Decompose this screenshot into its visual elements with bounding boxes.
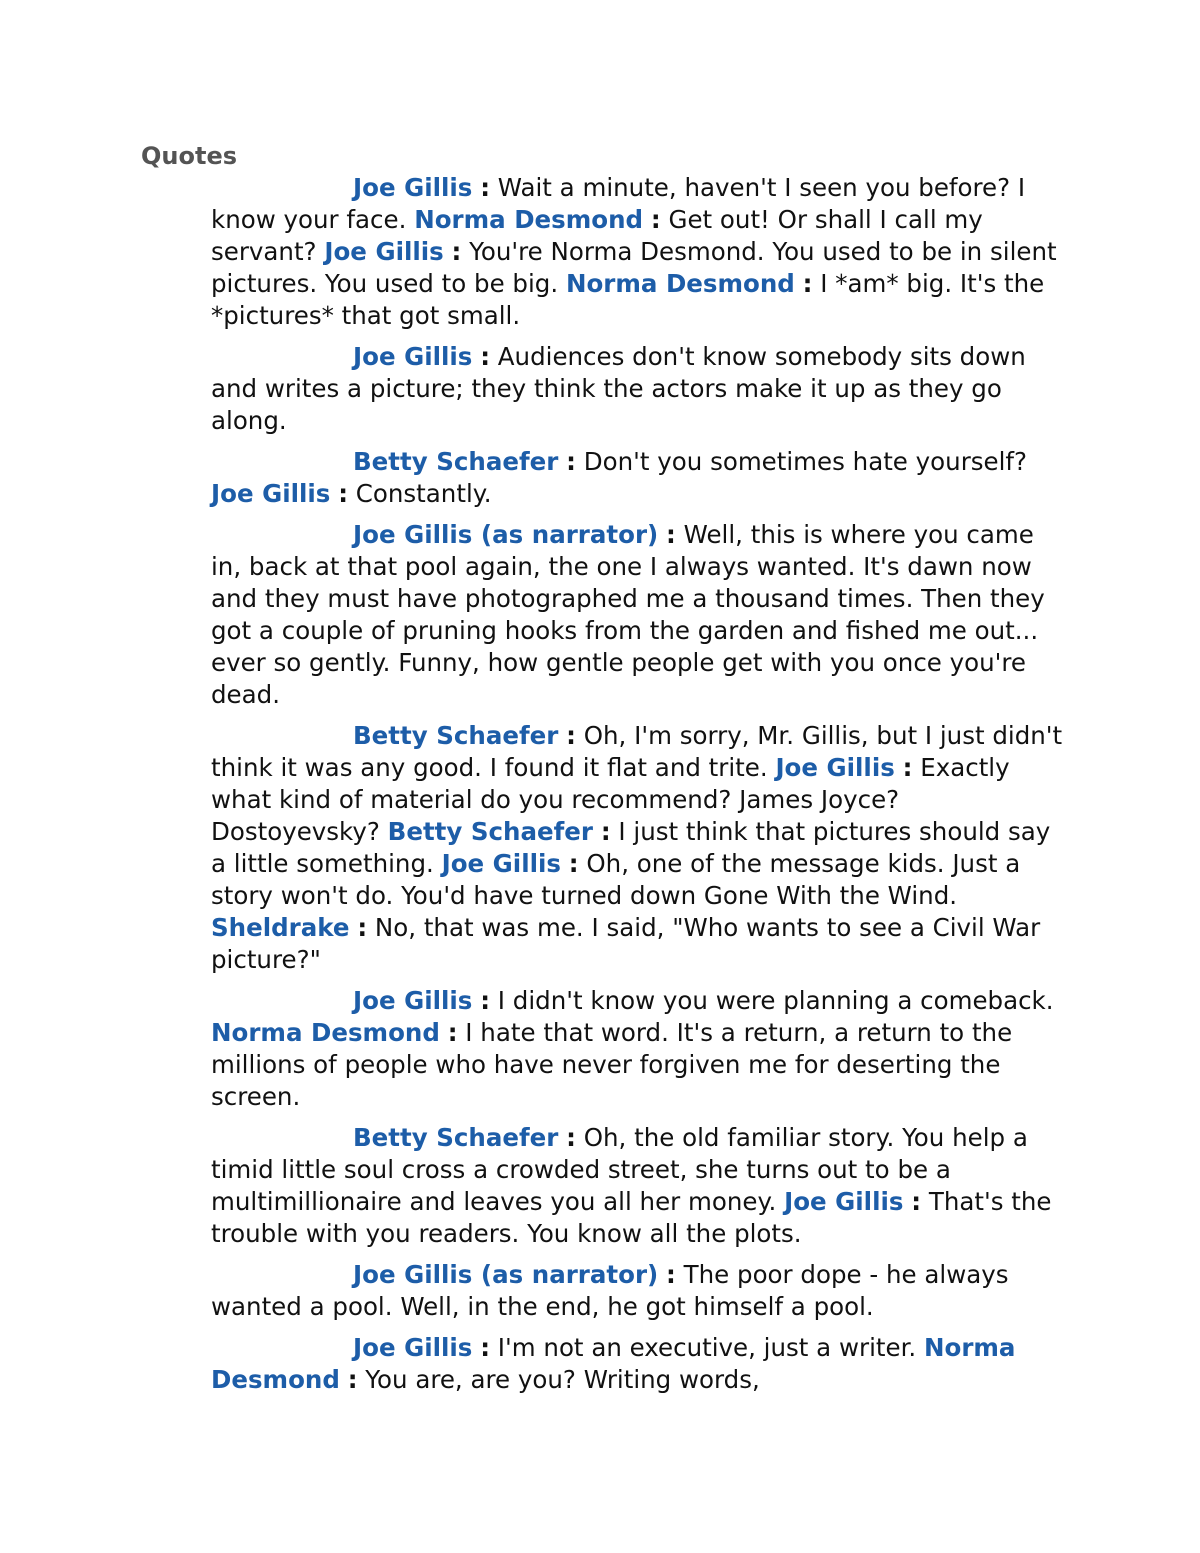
speaker-separator: : xyxy=(566,1123,576,1152)
speaker-separator: : xyxy=(666,520,676,549)
quote-text: Oh, I'm sorry, Mr. Gillis, but I just didn't think it was any good. I found it flat and trite. xyxy=(211,721,1063,782)
speaker-name: Joe Gillis xyxy=(211,479,331,508)
quote-paragraph xyxy=(211,519,1071,711)
speaker-separator: : xyxy=(357,913,368,942)
speaker-separator: : xyxy=(480,173,490,202)
speaker-name: Joe Gillis xyxy=(441,849,561,878)
speaker-name: Joe Gillis xyxy=(353,342,473,371)
speaker-separator: : xyxy=(347,1365,358,1394)
quote-text: I hate that word. It's a return, a return to the millions of people who have never forgiven me for deserting the screen. xyxy=(211,1018,1013,1111)
quote-paragraph xyxy=(211,172,1071,332)
quote-paragraph xyxy=(211,341,1071,437)
speaker-name: Betty Schaefer xyxy=(353,721,559,750)
quote-paragraph xyxy=(211,1259,1071,1323)
speaker-name: Joe Gillis xyxy=(353,986,473,1015)
quote-text: Wait a minute, haven't I seen you before? I know your face. xyxy=(211,173,1026,234)
speaker-name: Joe Gillis xyxy=(353,1333,473,1362)
speaker-separator: : xyxy=(451,237,462,266)
speaker-name: Norma Desmond xyxy=(565,269,795,298)
speaker-name: Betty Schaefer xyxy=(387,817,594,846)
quote-text: You are, are you? Writing words, xyxy=(365,1365,760,1394)
speaker-name: Joe Gillis xyxy=(353,173,473,202)
speaker-separator: : xyxy=(568,849,579,878)
speaker-name: Joe Gillis (as narrator) xyxy=(353,520,659,549)
quote-text: Exactly what kind of material do you recommend? James Joyce? Dostoyevsky? xyxy=(211,753,1010,846)
quote-text: You're Norma Desmond. You used to be in silent pictures. You used to be big. xyxy=(211,237,1057,298)
speaker-name: Norma Desmond xyxy=(414,205,644,234)
speaker-separator: : xyxy=(600,817,611,846)
quote-text: Oh, one of the message kids. Just a story won't do. You'd have turned down Gone With the Wind. xyxy=(211,849,1021,910)
speaker-separator: : xyxy=(447,1018,458,1047)
speaker-name: Sheldrake xyxy=(211,913,350,942)
quote-text: Constantly. xyxy=(355,479,492,508)
quote-text: Oh, the old familiar story. You help a timid little soul cross a crowded street, she turns out to be a multimillionaire and leaves you all her money. xyxy=(211,1123,1028,1216)
speaker-name: Betty Schaefer xyxy=(353,1123,559,1152)
speaker-name: Joe Gillis xyxy=(775,753,895,782)
speaker-separator: : xyxy=(902,753,913,782)
quote-text: Well, this is where you came in, back at that pool again, the one I always wanted. It's dawn now and they must have photographed me a thousand times. Then they got a couple of pruning hooks from the garden and fished me out... ever so gently. Funny, how gentle people get with you once you're dead. xyxy=(211,520,1045,709)
quote-paragraph xyxy=(211,1122,1071,1250)
quote-paragraph xyxy=(211,985,1071,1113)
quote-text: Don't you sometimes hate yourself? xyxy=(583,447,1028,476)
speaker-separator: : xyxy=(911,1187,922,1216)
speaker-separator: : xyxy=(650,205,661,234)
speaker-separator: : xyxy=(566,447,576,476)
quote-text: No, that was me. I said, "Who wants to see a Civil War picture?" xyxy=(211,913,1041,974)
speaker-separator: : xyxy=(480,986,490,1015)
quote-text: Audiences don't know somebody sits down and writes a picture; they think the actors make it up as they go along. xyxy=(211,342,1026,435)
speaker-name: Betty Schaefer xyxy=(353,447,559,476)
speaker-name: Joe Gillis xyxy=(324,237,444,266)
quote-text: I'm not an executive, just a writer. xyxy=(497,1333,917,1362)
quote-text: The poor dope - he always wanted a pool. Well, in the end, he got himself a pool. xyxy=(211,1260,1009,1321)
speaker-name: Joe Gillis xyxy=(784,1187,904,1216)
section-heading: Quotes xyxy=(141,142,238,170)
quote-paragraph xyxy=(211,720,1071,976)
quote-text: Get out! Or shall I call my servant? xyxy=(211,205,983,266)
quote-paragraph xyxy=(211,1332,1071,1396)
quote-text: That's the trouble with you readers. You know all the plots. xyxy=(211,1187,1052,1248)
quote-text: I *am* big. It's the *pictures* that got small. xyxy=(211,269,1045,330)
quote-text: I didn't know you were planning a comeback. xyxy=(497,986,1054,1015)
speaker-name: Norma Desmond xyxy=(211,1018,440,1047)
quote-text: I just think that pictures should say a little something. xyxy=(211,817,1051,878)
speaker-separator: : xyxy=(480,342,490,371)
speaker-separator: : xyxy=(666,1260,676,1289)
speaker-separator: : xyxy=(338,479,348,508)
speaker-name: Joe Gillis (as narrator) xyxy=(353,1260,659,1289)
speaker-separator: : xyxy=(802,269,813,298)
quote-paragraph xyxy=(211,446,1071,510)
speaker-name: Norma Desmond xyxy=(211,1333,1016,1394)
quotes-list xyxy=(211,172,1071,1405)
speaker-separator: : xyxy=(566,721,576,750)
speaker-separator: : xyxy=(480,1333,490,1362)
